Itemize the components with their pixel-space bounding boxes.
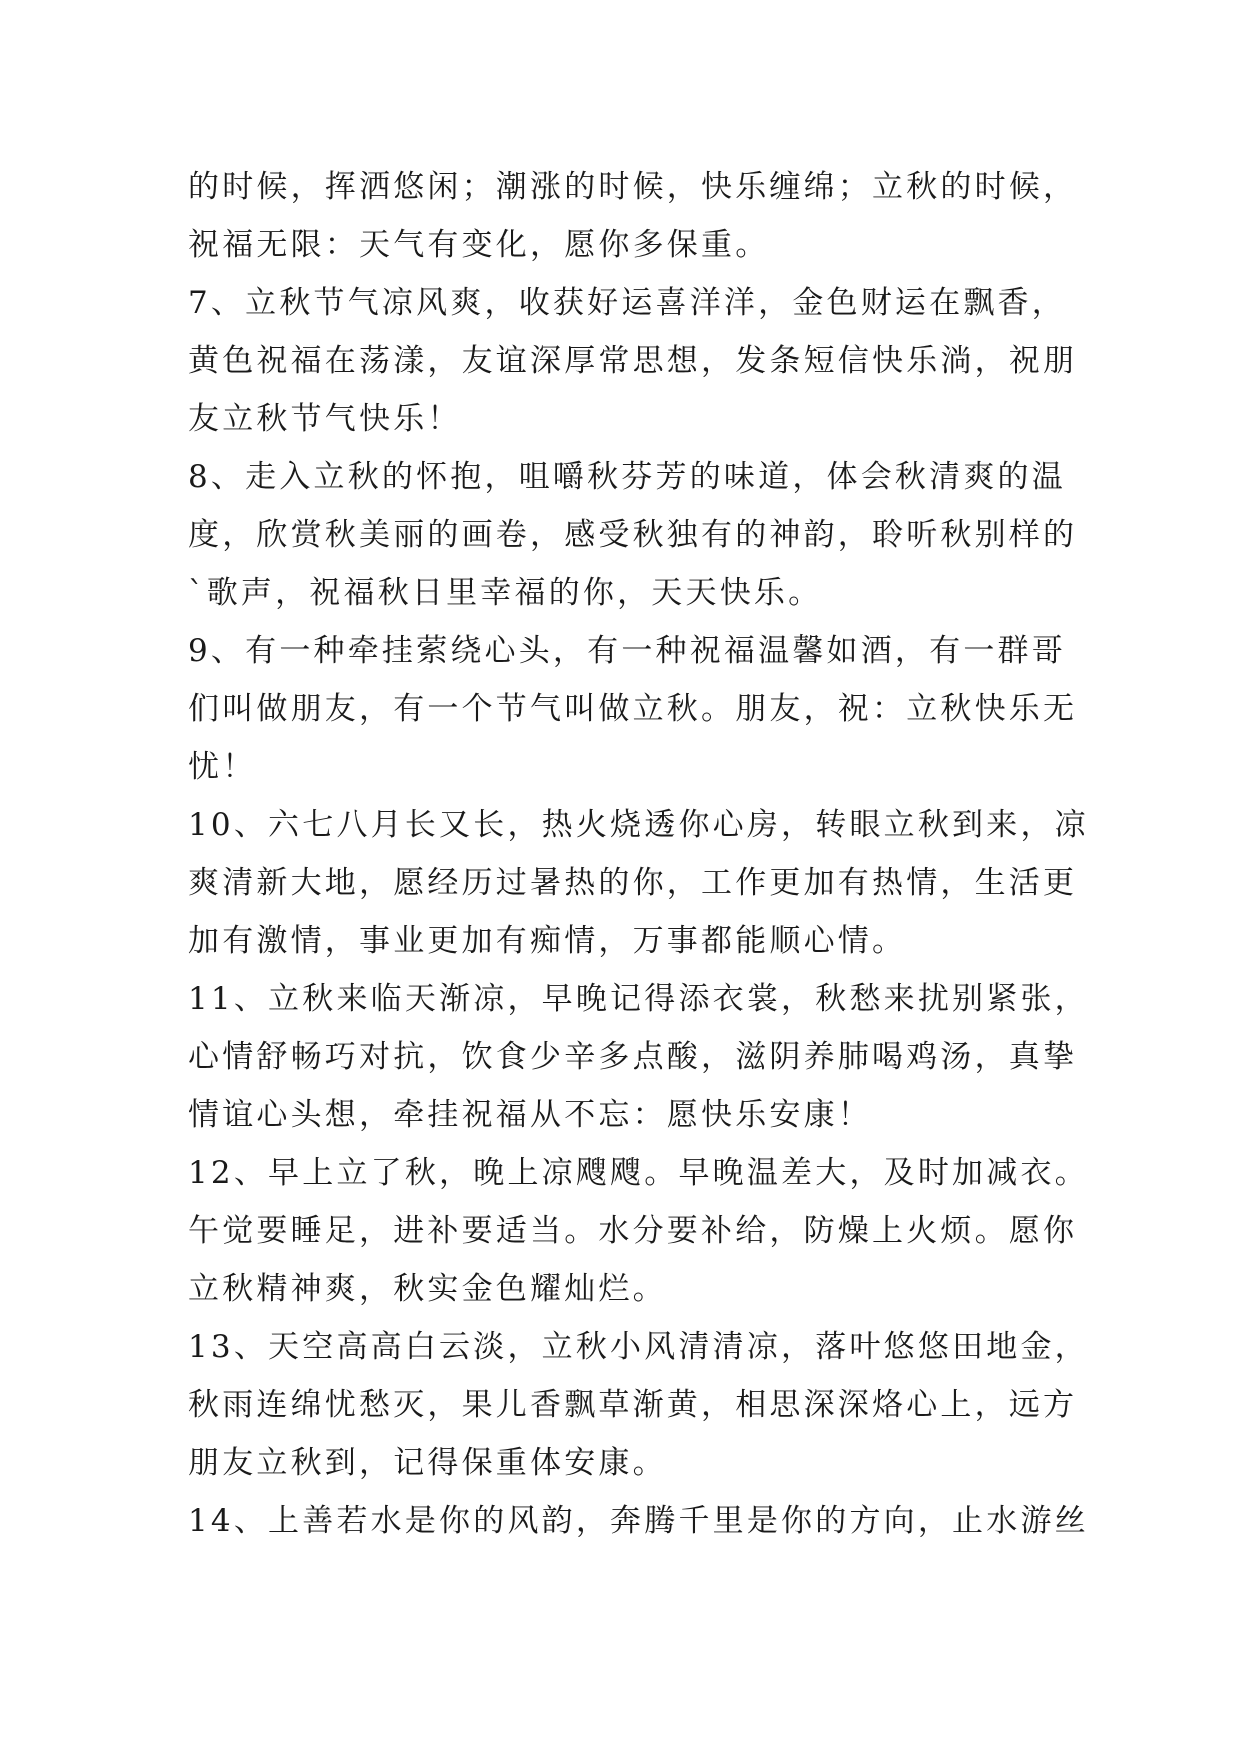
text-line: 14、上善若水是你的风韵，奔腾千里是你的方向，止水游丝 [188,1503,1089,1539]
text-line: 7、立秋节气凉风爽，收获好运喜洋洋，金色财运在飘香， [188,285,1066,321]
text-line: 友立秋节气快乐！ [188,401,462,437]
text-line: 秋雨连绵忧愁灭，果儿香飘草渐黄，相思深深烙心上，远方 [188,1387,1078,1423]
text-line: 黄色祝福在荡漾，友谊深厚常思想，发条短信快乐淌，祝朋 [188,343,1078,379]
text-line: 8、走入立秋的怀抱，咀嚼秋芬芳的味道，体会秋清爽的温 [188,459,1066,495]
text-line: 10、六七八月长又长，热火烧透你心房，转眼立秋到来，凉 [188,807,1089,843]
text-line: 9、有一种牵挂萦绕心头，有一种祝福温馨如酒，有一群哥 [188,633,1066,669]
text-line: 爽清新大地，愿经历过暑热的你，工作更加有热情，生活更 [188,865,1078,901]
text-line: 心情舒畅巧对抗，饮食少辛多点酸，滋阴养肺喝鸡汤，真挚 [188,1039,1078,1075]
text-line: 13、天空高高白云淡，立秋小风清清凉，落叶悠悠田地金， [188,1329,1089,1365]
text-line: 忧！ [188,749,257,785]
text-line: 朋友立秋到，记得保重体安康。 [188,1445,667,1481]
text-line: `歌声，祝福秋日里幸福的你，天天快乐。 [188,575,823,611]
text-line: 12、早上立了秋，晚上凉飕飕。早晚温差大，及时加减衣。 [188,1155,1089,1191]
text-line: 的时候，挥洒悠闲；潮涨的时候，快乐缠绵；立秋的时候， [188,169,1078,205]
text-line: 祝福无限：天气有变化，愿你多保重。 [188,227,770,263]
document-body [188,158,1089,1550]
text-line: 们叫做朋友，有一个节气叫做立秋。朋友，祝：立秋快乐无 [188,691,1078,727]
text-line: 加有激情，事业更加有痴情，万事都能顺心情。 [188,923,907,959]
text-line: 度，欣赏秋美丽的画卷，感受秋独有的神韵，聆听秋别样的 [188,517,1078,553]
text-line: 情谊心头想，牵挂祝福从不忘：愿快乐安康！ [188,1097,872,1133]
text-line: 11、立秋来临天渐凉，早晚记得添衣裳，秋愁来扰别紧张， [188,981,1089,1017]
text-line: 立秋精神爽，秋实金色耀灿烂。 [188,1271,667,1307]
text-line: 午觉要睡足，进补要适当。水分要补给，防燥上火烦。愿你 [188,1213,1078,1249]
